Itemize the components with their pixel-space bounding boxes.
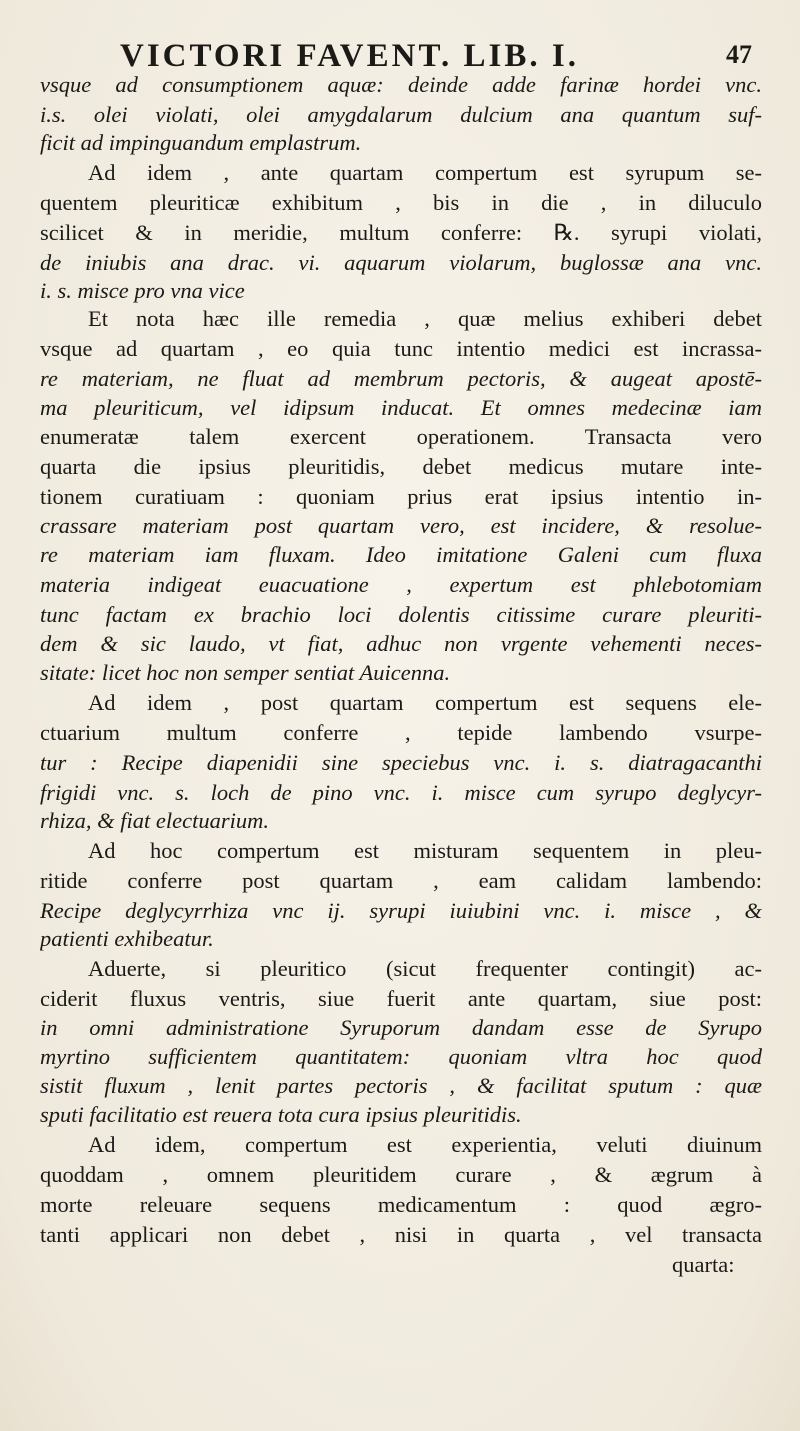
text-line: tionem curatiuam : quoniam prius erat ipsius intentio in- — [40, 484, 762, 509]
text-line: ma pleuriticum, vel idipsum inducat. Et omnes medecinæ iam — [40, 395, 762, 420]
text-line: tunc factam ex brachio loci dolentis citissime curare pleuriti- — [40, 602, 762, 627]
text-line: Ad idem, compertum est experientia, veluti diuinum — [88, 1132, 762, 1157]
text-line: sistit fluxum , lenit partes pectoris , & facilitat sputum : quæ — [40, 1073, 762, 1098]
text-line: Ad idem , post quartam compertum est sequens ele- — [88, 690, 762, 715]
text-line: i.s. olei violati, olei amygdalarum dulcium ana quantum suf- — [40, 102, 762, 127]
text-line: dem & sic laudo, vt fiat, adhuc non vrgente vehementi neces- — [40, 631, 762, 656]
text-line: Ad idem , ante quartam compertum est syrupum se- — [88, 160, 762, 185]
text-line: rhiza, & fiat electuarium. — [40, 808, 269, 833]
text-line: morte releuare sequens medicamentum : quod ægro- — [40, 1192, 762, 1217]
text-line: frigidi vnc. s. loch de pino vnc. i. misce cum syrupo deglycyr- — [40, 780, 762, 805]
text-line: sputi facilitatio est reuera tota cura ipsius pleuritidis. — [40, 1102, 522, 1127]
text-line: materia indigeat euacuatione , expertum est phlebotomiam — [40, 572, 762, 597]
text-line: re materiam iam fluxam. Ideo imitatione Galeni cum fluxa — [40, 542, 762, 567]
text-line: de iniubis ana drac. vi. aquarum violarum, buglossæ ana vnc. — [40, 250, 762, 275]
text-line: myrtino sufficientem quantitatem: quoniam vltra hoc quod — [40, 1044, 762, 1069]
text-line: sitate: licet hoc non semper sentiat Auicenna. — [40, 660, 451, 685]
text-line: in omni administratione Syruporum dandam esse de Syrupo — [40, 1015, 762, 1040]
text-line: quarta die ipsius pleuritidis, debet medicus mutare inte- — [40, 454, 762, 479]
text-line: vsque ad quartam , eo quia tunc intentio medici est incrassa- — [40, 336, 762, 361]
text-line: ritide conferre post quartam , eam calidam lambendo: — [40, 868, 762, 893]
text-line: vsque ad consumptionem aquæ: deinde adde farinæ hordei vnc. — [40, 72, 762, 97]
text-line: i. s. misce pro vna vice — [40, 278, 245, 303]
text-line: ctuarium multum conferre , tepide lambendo vsurpe- — [40, 720, 762, 745]
text-line: Recipe deglycyrrhiza vnc ij. syrupi iuiubini vnc. i. misce , & — [40, 898, 762, 923]
page-number: 47 — [726, 40, 752, 69]
text-line: ficit ad impinguandum emplastrum. — [40, 130, 362, 155]
text-line: Aduerte, si pleuritico (sicut frequenter contingit) ac- — [88, 956, 762, 981]
text-line: tur : Recipe diapenidii sine speciebus vnc. i. s. diatragacanthi — [40, 750, 762, 775]
text-line: Ad hoc compertum est misturam sequentem in pleu- — [88, 838, 762, 863]
text-line: scilicet & in meridie, multum conferre: ℞. syrupi violati, — [40, 220, 762, 245]
catchword: quarta: — [672, 1252, 735, 1277]
running-head: VICTORI FAVENT. LIB. I. — [120, 38, 579, 74]
text-line: Et nota hæc ille remedia , quæ melius exhiberi debet — [88, 306, 762, 331]
text-line: re materiam, ne fluat ad membrum pectoris, & augeat apostē- — [40, 366, 762, 391]
text-line: quentem pleuriticæ exhibitum , bis in die , in diluculo — [40, 190, 762, 215]
text-line: crassare materiam post quartam vero, est incidere, & resolue- — [40, 513, 762, 538]
text-line: patienti exhibeatur. — [40, 926, 214, 951]
text-line: enumeratæ talem exercent operationem. Transacta vero — [40, 424, 762, 449]
text-line: quoddam , omnem pleuritidem curare , & ægrum à — [40, 1162, 762, 1187]
text-line: ciderit fluxus ventris, siue fuerit ante quartam, siue post: — [40, 986, 762, 1011]
text-line: tanti applicari non debet , nisi in quarta , vel transacta — [40, 1222, 762, 1247]
